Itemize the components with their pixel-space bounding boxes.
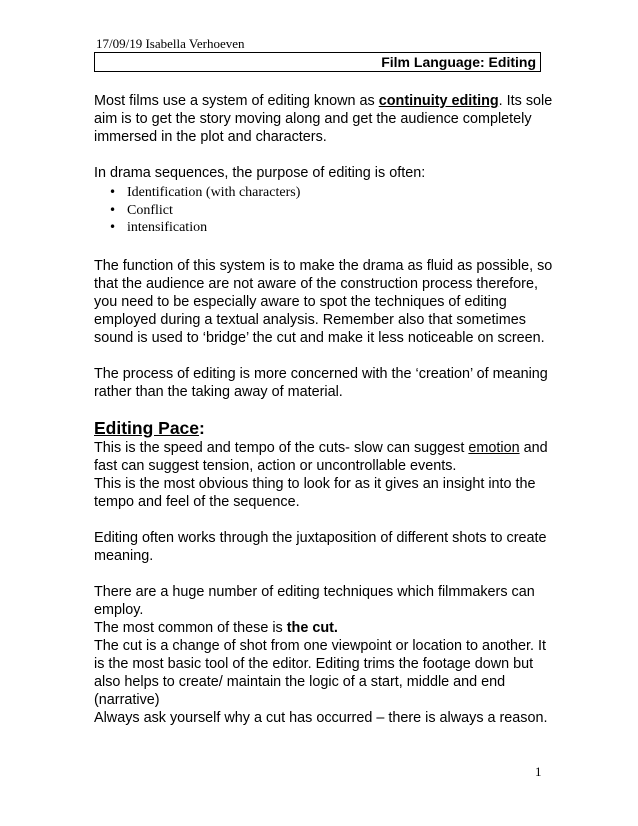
list-item: • Conflict: [127, 202, 554, 220]
cut-paragraph-2: [94, 619, 554, 637]
list-item: • intensification: [127, 219, 554, 237]
cut-text-pre: The most common of these is: [94, 619, 287, 636]
function-paragraph: The function of this system is to make the drama as fluid as possible, so that the audience are not aware of the construction process therefore, you need to be especially aware to spot the techniques of editing employed during a textual analysis. Remember also that sometimes sound is used to ‘bridge’ the cut and make it less noticeable on screen.: [94, 257, 553, 346]
document-title: Film Language: Editing: [381, 54, 536, 70]
list-item: • Identification (with characters): [127, 184, 554, 202]
intro-paragraph: [94, 92, 554, 146]
editing-pace-heading: [94, 417, 554, 439]
pace-text-pre: This is the speed and tempo of the cuts- slow can suggest: [94, 439, 469, 456]
process-paragraph: The process of editing is more concerned with the ‘creation’ of meaning rather than the taking away of material.: [94, 365, 548, 400]
juxtaposition-paragraph: Editing often works through the juxtaposition of different shots to create meaning.: [94, 529, 547, 564]
heading-colon: :: [199, 417, 205, 438]
pace-paragraph-1: [94, 439, 554, 475]
pace-text-post: and fast can suggest tension, action or uncontrollable events.: [94, 439, 548, 474]
cut-paragraph-3: The cut is a change of shot from one viewpoint or location to another. It is the most basic tool of the editor. Editing trims the footage down but also helps to create/ maintain the logic of a start, middle and end (narrative): [94, 637, 546, 708]
emotion-term: emotion: [468, 439, 520, 456]
intro-text-post: . Its sole aim is to get the story moving along and get the audience completely immersed in the plot and characters.: [94, 93, 553, 145]
intro-text-pre: Most films use a system of editing known as: [94, 93, 379, 109]
title-box: [94, 52, 541, 72]
the-cut-term: the cut.: [286, 619, 338, 636]
page-number: 1: [535, 764, 542, 779]
author-date-line: 17/09/19 Isabella Verhoeven: [96, 36, 245, 51]
drama-lead: In drama sequences, the purpose of editing is often:: [94, 165, 426, 181]
document-body: [94, 92, 554, 727]
pace-paragraph-2: This is the most obvious thing to look for as it gives an insight into the tempo and feel of the sequence.: [94, 475, 536, 510]
cut-paragraph-4: Always ask yourself why a cut has occurred – there is always a reason.: [94, 709, 548, 726]
drama-purpose-list: [94, 184, 554, 237]
cut-paragraph-1: There are a huge number of editing techniques which filmmakers can employ.: [94, 583, 535, 618]
heading-text: Editing Pace: [94, 417, 200, 438]
continuity-editing-term: continuity editing: [378, 93, 499, 109]
